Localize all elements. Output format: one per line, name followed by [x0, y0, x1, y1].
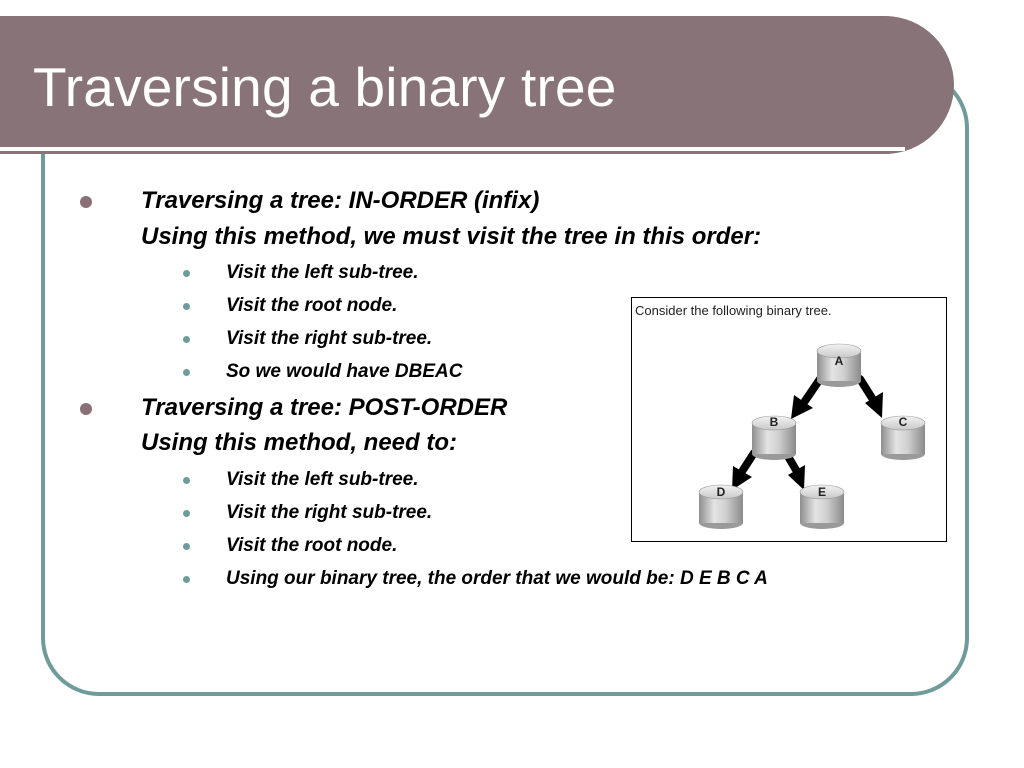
secondary-bullet: [183, 270, 190, 277]
edge-arrow-a-c: [860, 379, 883, 418]
list-item: Visit the right sub-tree.: [226, 328, 433, 349]
tree-node-a: [817, 344, 861, 387]
figure-caption: Consider the following binary tree.: [635, 303, 832, 318]
section-subheading: Using this method, need to:: [141, 429, 457, 456]
section-heading: Traversing a tree: IN-ORDER (infix): [141, 187, 540, 214]
binary-tree-figure: [631, 297, 947, 542]
slide-title: Traversing a binary tree: [33, 56, 617, 118]
tree-node-b: [752, 415, 796, 460]
secondary-bullet: [183, 336, 190, 343]
node-label: E: [817, 485, 827, 499]
edge-arrow-a-b: [791, 379, 820, 419]
secondary-bullet: [183, 477, 190, 484]
list-item: Visit the left sub-tree.: [226, 262, 419, 283]
list-item: Visit the root node.: [226, 295, 398, 316]
primary-bullet: [80, 196, 92, 208]
secondary-bullet: [183, 369, 190, 376]
secondary-bullet: [183, 510, 190, 517]
list-item: Using our binary tree, the order that we would be: D E B C A: [226, 568, 768, 589]
edge-arrow-b-e: [786, 453, 805, 490]
node-label: B: [769, 415, 779, 429]
tree-node-d: [699, 485, 743, 529]
section-heading: Traversing a tree: POST-ORDER: [141, 394, 508, 421]
node-label: A: [834, 354, 844, 368]
secondary-bullet: [183, 543, 190, 550]
primary-bullet: [80, 403, 92, 415]
binary-tree-diagram: [632, 298, 948, 543]
secondary-bullet: [183, 303, 190, 310]
list-item: So we would have DBEAC: [226, 361, 463, 382]
edge-arrow-b-d: [732, 453, 754, 490]
secondary-bullet: [183, 576, 190, 583]
tree-node-e: [800, 485, 844, 529]
list-item: Visit the left sub-tree.: [226, 469, 419, 490]
section-subheading: Using this method, we must visit the tree in this order:: [141, 223, 762, 250]
tree-node-c: [881, 415, 925, 460]
node-label: C: [898, 415, 908, 429]
list-item: Visit the root node.: [226, 535, 398, 556]
node-label: D: [716, 485, 726, 499]
list-item: Visit the right sub-tree.: [226, 502, 433, 523]
